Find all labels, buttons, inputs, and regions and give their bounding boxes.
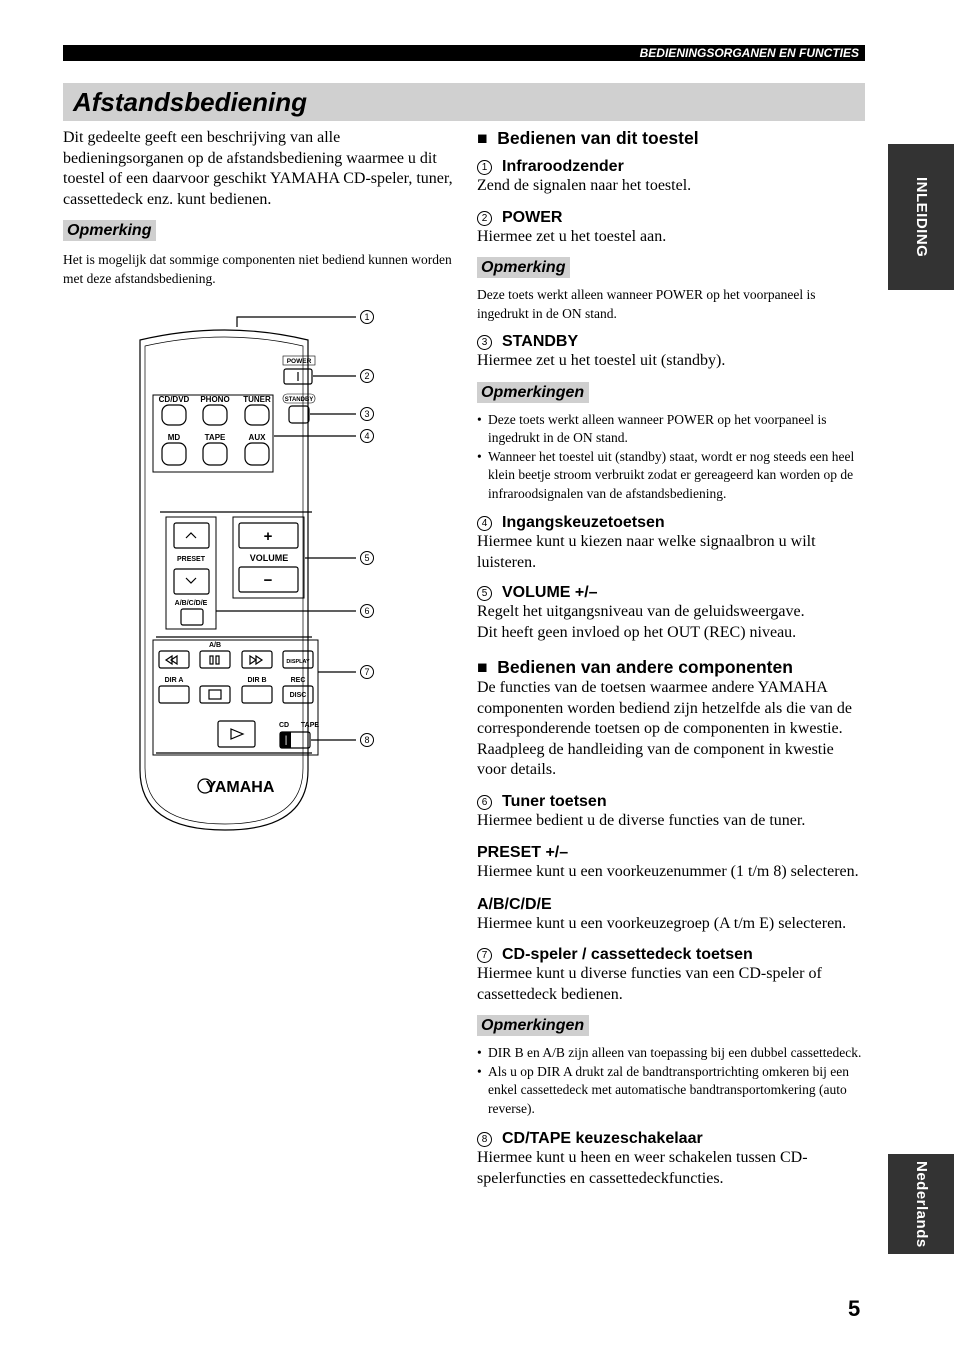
note-text: Het is mogelijk dat sommige componenten niet bediend kunnen worden met deze afstandsbediening. [63, 252, 452, 286]
svg-text:−: − [263, 572, 273, 589]
abcde-title: A/B/C/D/E [477, 895, 552, 913]
ab-label: A/B [208, 642, 222, 649]
callout-2: 2 [364, 371, 370, 381]
callout-7: 7 [364, 667, 370, 677]
callout-5: 5 [364, 553, 370, 563]
item-6-text: Hiermee bedient u de diverse functies van de tuner. [477, 811, 806, 829]
callout-6: 6 [364, 606, 370, 616]
volume-label: VOLUME [249, 553, 289, 563]
item-5-title: 5 VOLUME +/– [477, 584, 865, 602]
note-4-bullet: • DIR B en A/B zijn alleen van toepassing bij een dubbel cassettedeck. [477, 1044, 865, 1063]
rec-label: REC [290, 677, 306, 684]
callout-1: 1 [364, 312, 370, 322]
item-3-text: Hiermee zet u het toestel uit (standby). [477, 352, 726, 369]
title-bar [63, 83, 865, 121]
svg-text:|: | [284, 735, 288, 746]
input-md: MD [167, 433, 181, 442]
item-1-title: 1 Infraroodzender [477, 158, 865, 176]
item-4-title: 4 Ingangskeuzetoetsen [477, 514, 865, 532]
callout-3: 3 [364, 409, 370, 419]
section-1-heading: ■ Bedienen van dit toestel [477, 128, 699, 148]
intro-text: Dit gedeelte geeft een beschrijving van alle bedieningsorganen op de afstandsbediening waarmee u dit toestel of een daarvoor geschikt YAMAHA CD-speler, tuner, cassettedeck enz. kunt bedienen. [63, 129, 453, 208]
note-2-label: Opmerking [477, 257, 570, 278]
section-title: BEDIENINGSORGANEN EN FUNCTIES [639, 46, 859, 60]
callout-4: 4 [364, 431, 370, 441]
input-aux: AUX [248, 433, 266, 442]
page-number: 5 [848, 1296, 861, 1321]
item-5-text: Dit heeft geen invloed op het OUT (REC) niveau. [477, 623, 797, 641]
note-4-bullet: • Als u op DIR A drukt zal de bandtransportrichting omkeren bij een enkel cassettedeck met automatische bandtransportomkering (auto reverse). [477, 1063, 865, 1119]
item-7-title: 7 CD-speler / cassettedeck toetsen [477, 946, 865, 964]
dirb-label: DIR B [247, 677, 267, 684]
item-7-text: Hiermee kunt u diverse functies van een CD-speler of cassettedeck bedienen. [477, 965, 822, 1003]
display-label: DISPLAY [286, 659, 310, 665]
note-3-label: Opmerkingen [477, 382, 589, 403]
item-2-title: 2 POWER [477, 209, 865, 227]
preset-title: PRESET +/– [477, 844, 569, 861]
item-3-title: 3 STANDBY [477, 333, 865, 351]
abcde-label: A/B/C/D/E [174, 600, 208, 607]
abcde-text: Hiermee kunt u een voorkeuzegroep (A t/m E) selecteren. [477, 914, 847, 932]
svg-text:+: + [263, 528, 273, 545]
cd-label: CD [278, 722, 290, 729]
side-tab-inleiding: INLEIDING [888, 144, 954, 290]
item-5-text: Regelt het uitgangsniveau van de geluidsweergave. [477, 603, 805, 620]
standby-label: STANDBY [284, 397, 314, 403]
note-3-bullet: • Deze toets werkt alleen wanneer POWER op het voorpaneel is ingedrukt in de ON stand. [477, 411, 865, 448]
note-3-list [477, 411, 865, 504]
side-tab-nederlands: Nederlands [888, 1154, 954, 1254]
right-column [477, 128, 865, 1189]
header-bar [63, 45, 865, 61]
item-8-text: Hiermee kunt u heen en weer schakelen tussen CD-spelerfuncties en cassettedeckfuncties. [477, 1149, 808, 1187]
brand-label: YAMAHA [205, 779, 275, 796]
page-title: Afstandsbediening [73, 87, 308, 117]
note-2-text: Deze toets werkt alleen wanneer POWER op het voorpaneel is ingedrukt in de ON stand. [477, 287, 816, 321]
section-2-heading: ■ Bedienen van andere componenten [477, 657, 793, 677]
remote-illustration [130, 305, 390, 835]
item-6-title: 6 Tuner toetsen [477, 793, 865, 811]
input-tuner: TUNER [243, 395, 271, 404]
input-tape: TAPE [204, 433, 226, 442]
note-4-list [477, 1044, 865, 1118]
preset-text: Hiermee kunt u een voorkeuzenummer (1 t/m 8) selecteren. [477, 863, 859, 880]
note-3-bullet: • Wanneer het toestel uit (standby) staat, wordt er nog steeds een heel klein beetje stroom verbruikt zodat er gereageerd kan worden op de infraroodsignalen van de afstandsbediening. [477, 448, 865, 504]
note-label: Opmerking [63, 220, 156, 241]
input-phono: PHONO [200, 395, 230, 404]
item-8-title: 8 CD/TAPE keuzeschakelaar [477, 1130, 865, 1148]
preset-label: PRESET [176, 556, 206, 563]
left-column [63, 128, 453, 288]
item-1-text: Zend de signalen naar het toestel. [477, 177, 692, 194]
section-2-text: De functies van de toetsen waarmee andere YAMAHA componenten worden bediend zijn hetzelfde als die van de corresponderende toetsen op de componenten in kwestie. Raadpleeg de handleiding van de component in kwestie voor details. [477, 679, 852, 778]
item-2-text: Hiermee zet u het toestel aan. [477, 227, 667, 245]
dira-label: DIR A [164, 677, 184, 684]
disc-label: DISC [289, 692, 307, 699]
power-label: POWER [286, 358, 312, 365]
input-cd-dvd: CD/DVD [158, 395, 190, 404]
tape-label: TAPE [300, 722, 320, 729]
callout-8: 8 [364, 735, 370, 745]
item-4-text: Hiermee kunt u kiezen naar welke signaalbron u wilt luisteren. [477, 533, 816, 571]
note-4-label: Opmerkingen [477, 1015, 589, 1036]
